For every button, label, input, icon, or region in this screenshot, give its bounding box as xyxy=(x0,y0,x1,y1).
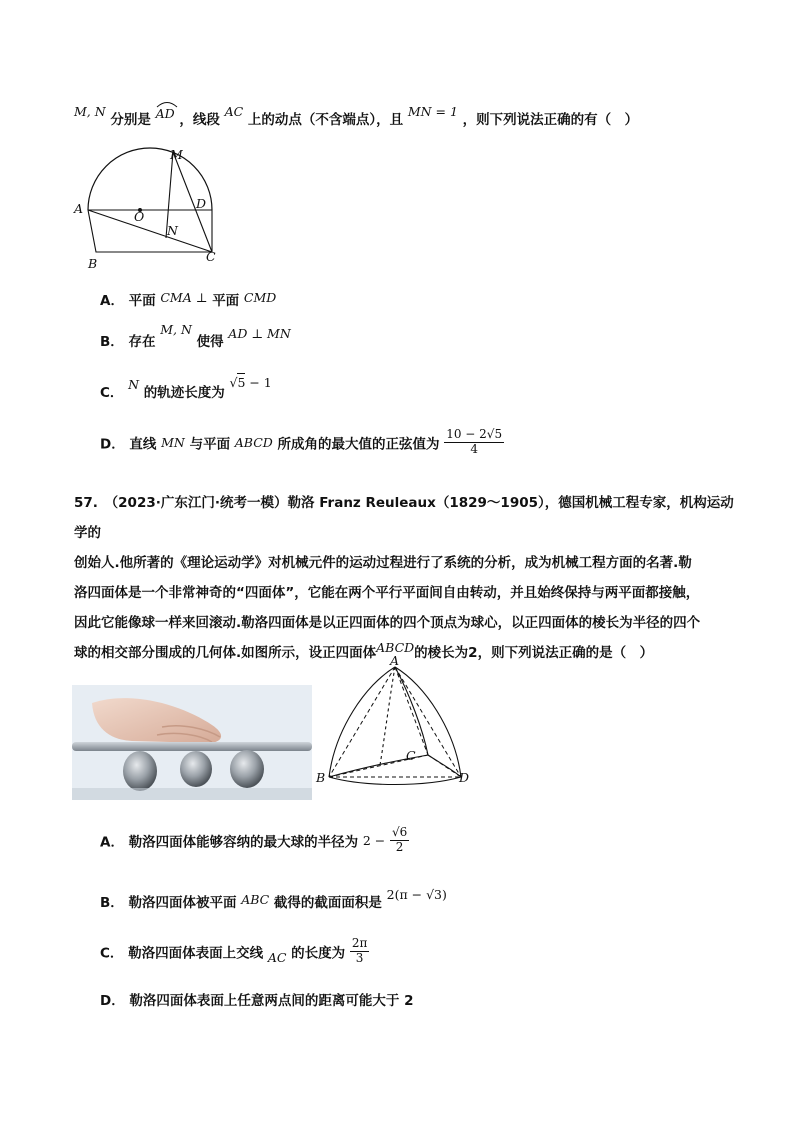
q57-line-4: 因此它能像球一样来回滚动.勒洛四面体是以正四面体的四个顶点为球心，以正四面体的棱长为半径的四个 xyxy=(74,615,701,631)
q56-intro-text1: 分别是 xyxy=(110,112,151,128)
option-text: 的轨迹长度为 xyxy=(143,385,225,401)
q56-label-b: B xyxy=(88,256,98,271)
option-text: 使得 xyxy=(196,334,224,350)
q56-seg-label: AC xyxy=(224,104,244,119)
option-math: AD ⊥ MN xyxy=(228,326,291,341)
q57-label-d: D xyxy=(459,770,470,785)
q56-condition: MN = 1 xyxy=(407,104,458,119)
q56-option-c[interactable] xyxy=(100,375,272,401)
option-letter: B． xyxy=(100,334,124,350)
q56-intro-text2: ，线段 xyxy=(179,112,220,128)
option-fraction xyxy=(390,826,409,855)
q57-label-b: B xyxy=(316,770,326,785)
option-text: 截得的截面面积是 xyxy=(273,895,382,911)
semicircle-arc xyxy=(88,148,212,210)
option-math: ABCD xyxy=(234,434,273,450)
q56-label-n: N xyxy=(167,223,178,238)
reuleaux-ball-left xyxy=(123,751,157,791)
q57-line-2: 创始人.他所著的《理论运动学》对机械元件的运动过程进行了系统的分析，成为机械工程方面的名著.勒 xyxy=(74,555,692,571)
fraction-numerator: 10 − 2√5 xyxy=(446,427,503,441)
fraction-denominator: 2 xyxy=(395,839,404,854)
q56-option-b[interactable] xyxy=(100,322,291,350)
q56-label-m: M xyxy=(170,147,183,162)
option-math: AC xyxy=(267,949,287,965)
q57-stem xyxy=(74,488,734,668)
option-letter: C． xyxy=(100,945,124,962)
q56-label-d: D xyxy=(196,196,207,211)
option-fraction xyxy=(350,937,370,966)
option-letter: A． xyxy=(100,834,124,851)
fraction-denominator: 4 xyxy=(470,441,478,456)
q57-line-5-text-b: 的棱长为2，则下列说法正确的是（ ） xyxy=(414,645,654,661)
option-letter: B． xyxy=(100,895,124,911)
option-text: 与平面 xyxy=(189,436,231,453)
option-text: 平面 xyxy=(212,293,240,309)
fraction-numerator: √6 xyxy=(391,825,408,839)
q57-option-d[interactable] xyxy=(100,989,414,1009)
option-fraction xyxy=(444,428,504,457)
option-letter: A． xyxy=(100,293,124,309)
option-text: 勒洛四面体表面上交线 xyxy=(128,945,264,962)
q56-vars: M, N xyxy=(74,104,106,119)
q56-intro-text4: ，则下列说法正确的有（ ） xyxy=(462,112,639,128)
q57-option-c[interactable] xyxy=(100,937,369,966)
option-letter: D． xyxy=(100,993,125,1009)
option-text: 勒洛四面体能够容纳的最大球的半径为 xyxy=(128,834,359,851)
q56-intro-text3: 上的动点（不含端点），且 xyxy=(247,112,404,128)
q56-label-c: C xyxy=(206,249,216,264)
option-letter: D． xyxy=(100,436,125,453)
option-math: M, N xyxy=(160,322,192,337)
q57-line-3: 洛四面体是一个非常神奇的“四面体”，它能在两个平行平面间自由转动，并且始终保持与两平面都接触， xyxy=(74,585,700,601)
fraction-denominator: 3 xyxy=(355,950,364,965)
option-letter: C． xyxy=(100,385,124,401)
q56-label-o: O xyxy=(134,209,145,224)
segment-mc xyxy=(173,152,212,252)
q56-label-a: A xyxy=(74,201,84,216)
option-math: ABC xyxy=(241,892,270,907)
segment-ac xyxy=(88,210,212,252)
q57-line-5-text-a: 球的相交部分围成的几何体.如图所示，设正四面体 xyxy=(74,645,377,661)
reuleaux-ball-middle xyxy=(180,751,212,787)
option-math: N xyxy=(128,377,140,392)
option-text: 勒洛四面体表面上任意两点间的距离可能大于 2 xyxy=(129,993,414,1009)
q56-intro xyxy=(74,104,639,128)
option-math: 2 − xyxy=(362,832,386,848)
q57-line-1: 57. （2023·广东江门·统考一模）勒洛 Franz Reuleaux（1829～1905），德国机械工程专家，机构运动学的 xyxy=(74,495,734,541)
option-math: 2(π − √3) xyxy=(386,887,447,902)
reuleaux-ball-right xyxy=(230,750,264,788)
q56-option-d[interactable] xyxy=(100,428,504,457)
option-math: CMA ⊥ xyxy=(160,290,208,305)
option-math: CMD xyxy=(243,290,277,305)
q57-line-5-math: ABCD xyxy=(376,640,415,655)
q57-figure xyxy=(315,655,475,790)
fraction-numerator: 2π xyxy=(351,936,368,950)
board-plate xyxy=(72,742,312,751)
option-text: 所成角的最大值的正弦值为 xyxy=(277,436,440,453)
arc-symbol-icon xyxy=(156,100,178,108)
q56-option-a[interactable] xyxy=(100,289,276,309)
option-text: 的长度为 xyxy=(291,945,346,962)
option-text: 存在 xyxy=(128,334,156,350)
q56-arc-label: AD xyxy=(156,106,175,121)
option-text: 平面 xyxy=(128,293,156,309)
option-text: 直线 xyxy=(129,436,157,453)
q57-option-a[interactable] xyxy=(100,826,409,855)
reuleaux-photo xyxy=(72,685,312,800)
photo-illustration xyxy=(72,685,312,800)
option-root-expr: √5 − 1 xyxy=(229,375,272,390)
q57-label-c: C xyxy=(406,748,416,763)
option-math: MN xyxy=(161,434,185,450)
q57-label-a: A xyxy=(390,653,400,668)
option-text: 勒洛四面体被平面 xyxy=(128,895,237,911)
q57-option-b[interactable] xyxy=(100,887,447,911)
